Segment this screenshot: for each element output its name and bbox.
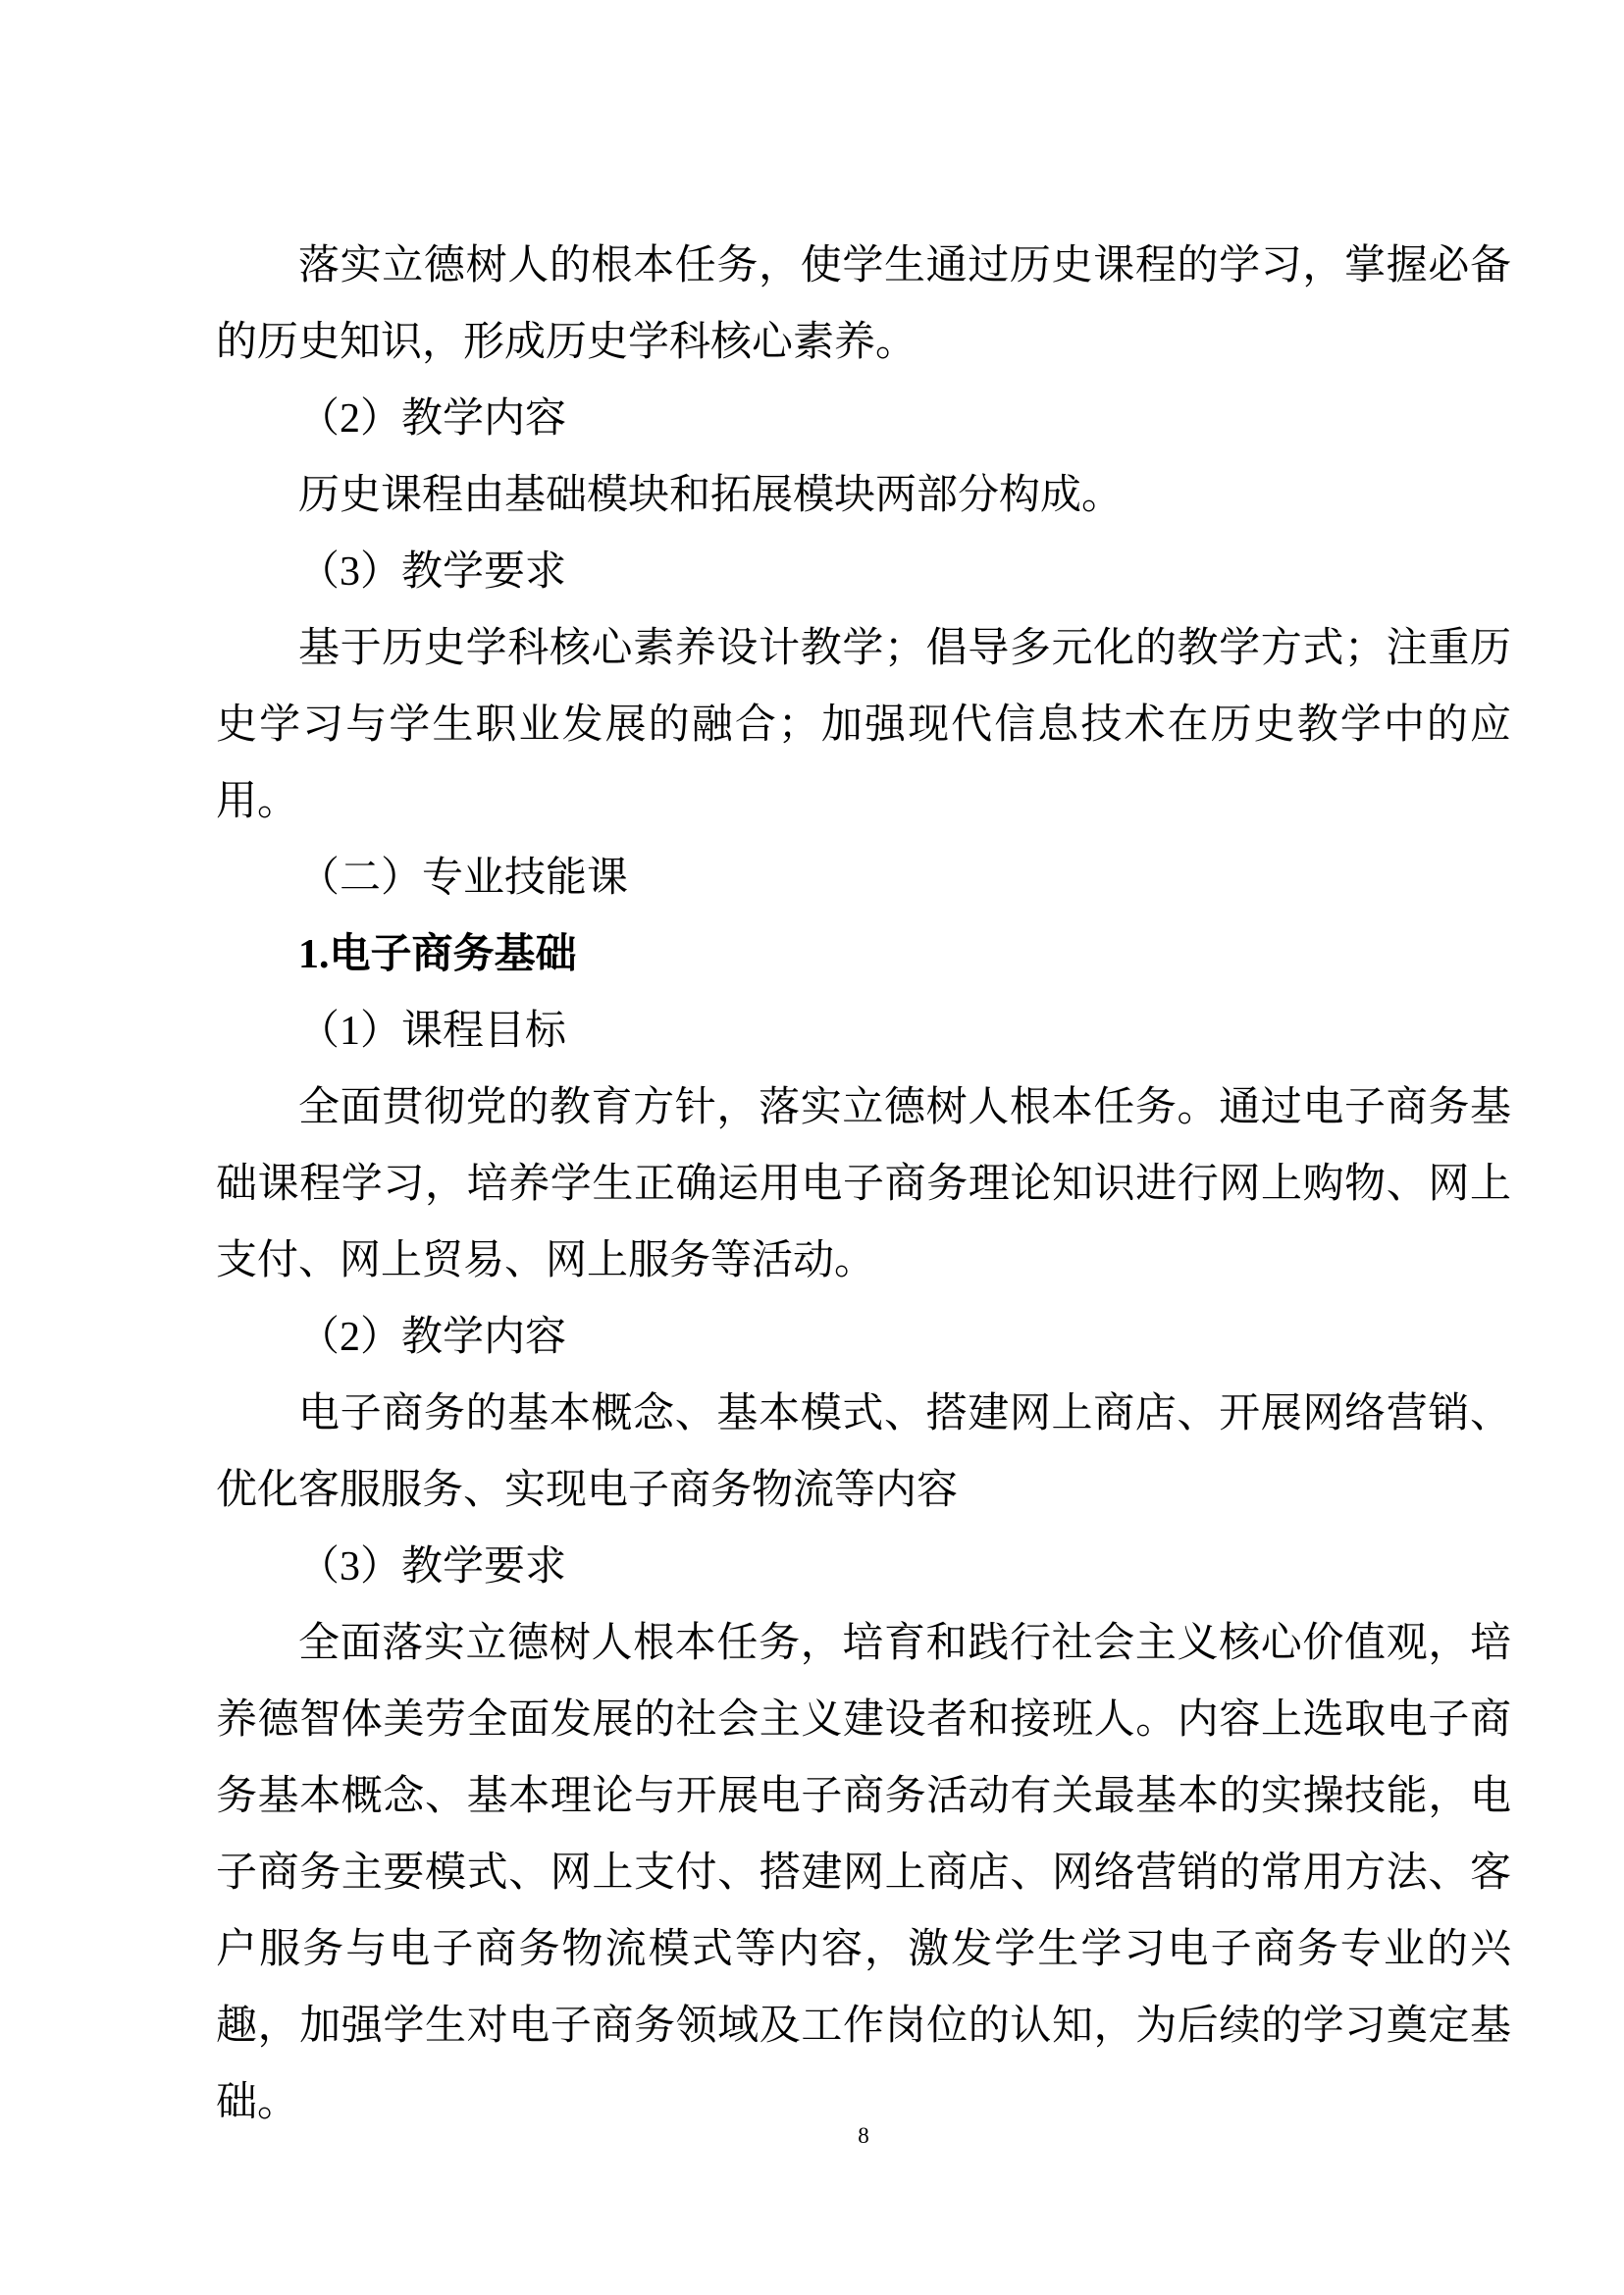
paragraph: 落实立德树人的根本任务，使学生通过历史课程的学习，掌握必备的历史知识，形成历史学科核心素养。 [216, 243, 1511, 365]
paragraph: （3）教学要求 [298, 549, 567, 595]
paragraph: （二）专业技能课 [298, 856, 629, 901]
document-body [216, 228, 1511, 2141]
section-heading: 1.电子商务基础 [298, 932, 577, 977]
paragraph: 历史课程由基础模块和拓展模块两部分构成。 [298, 473, 1124, 518]
paragraph: 基于历史学科核心素养设计教学；倡导多元化的教学方式；注重历史学习与学生职业发展的融合；加强现代信息技术在历史教学中的应用。 [216, 626, 1511, 824]
paragraph: （1）课程目标 [298, 1009, 567, 1054]
paragraph: （3）教学要求 [298, 1544, 567, 1590]
paragraph: 全面贯彻党的教育方针，落实立德树人根本任务。通过电子商务基础课程学习，培养学生正确运用电子商务理论知识进行网上购物、网上支付、网上贸易、网上服务等活动。 [216, 1085, 1511, 1283]
paragraph: 全面落实立德树人根本任务，培育和践行社会主义核心价值观，培养德智体美劳全面发展的社会主义建设者和接班人。内容上选取电子商务基本概念、基本理论与开展电子商务活动有关最基本的实操技能，电子商务主要模式、网上支付、搭建网上商店、网络营销的常用方法、客户服务与电子商务物流模式等内容，激发学生学习电子商务专业的兴趣，加强学生对电子商务领域及工作岗位的认知，为后续的学习奠定基础。 [216, 1621, 1511, 2125]
paragraph: （2）教学内容 [298, 1315, 567, 1360]
page-number: 8 [858, 2123, 869, 2148]
paragraph: （2）教学内容 [298, 396, 567, 442]
paragraph: 电子商务的基本概念、基本模式、搭建网上商店、开展网络营销、优化客服服务、实现电子商务物流等内容 [216, 1391, 1511, 1513]
